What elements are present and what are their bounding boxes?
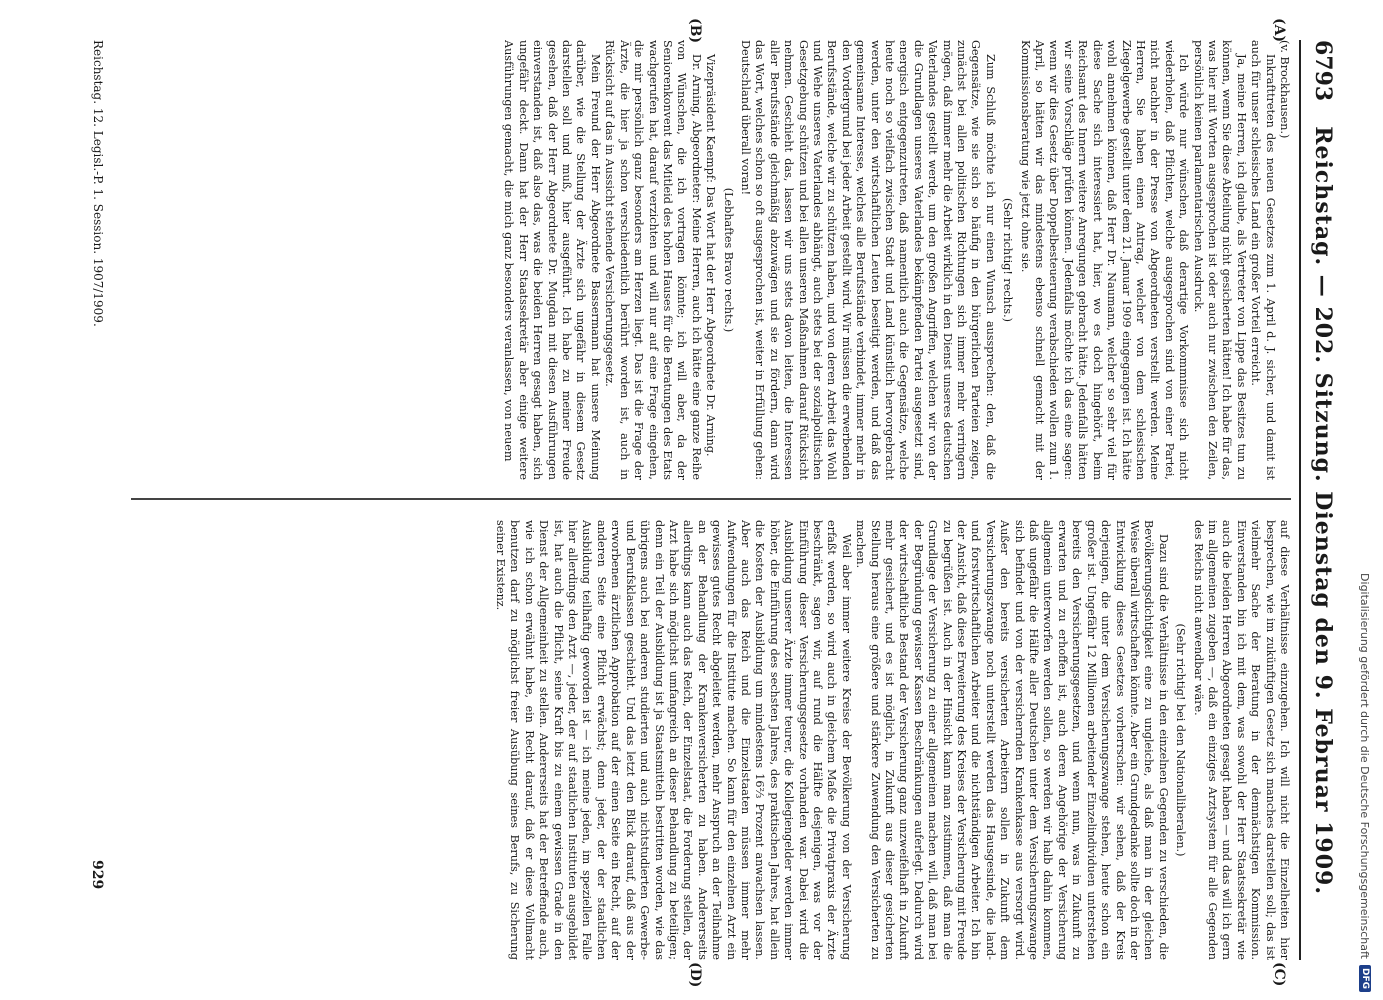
margin-marker-c: (C) [1271, 962, 1287, 987]
footer-citation: Reichstag. 12. Legisl.-P. 1. Session. 1907/1909. [91, 40, 105, 327]
column-divider [131, 498, 1291, 500]
margin-marker-b: (B) [687, 18, 703, 44]
paragraph: Ich würde nur wünschen, daß derartige Vorkommnisse sich nicht wiederholen, daß Pflichten, welche ausgesprochen sind von einer Partei, nicht nachher in der Presse von Abgeordneten verstellt werden. Meine Herren, Sie haben einen Antrag, welcher von dem schlesischen Ziegelgewerbe gestellt unter dem 21. Januar 1909 eingegangen ist. Ich hätte wohl annehmen können, daß Herr Dr. Naumann, welcher so sehr viel für diese Sache sich interessiert hat, hier, wo es doch hingehört, beim Reichsamt des Innern weitere Anregungen gebracht hätte. Jedenfalls hätten wir seine Vorschläge prüfen können. Jedenfalls möchte ich das eine sagen: wenn wir dies Gesetz über Doppelbesteuerung verabschieden wollen zum 1. April, so hätten wir das mindestens ebenso schnell gemacht mit der Kommissionsberatung wie jetzt ohne sie. [1018, 40, 1191, 480]
paragraph: Dr. Arning, Abgeordneter: Meine Herren, auch ich hätte eine ganze Reihe von Wünschen, die ich vortragen könnte; ich will aber, da der Seniorenkonvent das Mitleid des hohen Hauses für die Beratungen des Etats wachgerufen hat, darauf verzichten und will nur auf eine Frage eingehen, die mir persönlich ganz besonders am Herzen liegt. Das ist die Frage der Ärzte, die hier ja schon verschiedentlich berührt worden ist, auch in Rücksicht auf das in Aussicht stehende Versicherungsgesetz. [603, 40, 703, 480]
paragraph: (Lebhaftes Bravo rechts.) [721, 187, 735, 333]
paragraph: Weil aber immer weitere Kreise der Bevölkerung von der Versicherung erfaßt werden, so wird auch in gleichem Maße die Privatpraxis der Ärzte beschränkt, sagen wir, auf rund die Hälfte desjenigen, was vor der Einführung dieser Versicherungsgesetze vorhanden war. Dabei wird die Ausbildung unserer Ärzte immer teurer, die Kollegiengelder werden immer höher, die Einführung des sechsten Jahres, des praktischen Jahres, hat allein die Kosten der Ausbildung um mindestens 16⅔ Prozent anwachsen lassen. Aber auch das Reich und die Einzelstaaten müssen immer mehr Aufwendungen für die Institute machen. So kann für den einzelnen Arzt ein gewisses gutes Recht abgeleitet werden, mehr Anspruch an der Teilnahme an der Behandlung der Krankenversicherten zu haben. Andererseits allerdings kann auch das Reich, der Einzelstaat, die Forderung stellen, der Arzt habe sich möglichst umfangreich an dieser Behandlung zu beteiligen; denn ein Teil der Ausbildung ist ja Staatsmitteln bestritten worden, wie das übrigens auch bei anderen studierten und auch nichtstudierten Gewerbe- und Berufsklassen geschieht. Und das letzt den Blick darauf, daß aus der erworbenen ärztlichen Approbation auf der einen Seite ein Recht, auf der anderen Seite eine Pflicht erwächst; denn jeder, der der staatlichen Ausbildung teilhaftig geworden ist — ich meine jeden, im speziellen Falle hier allerdings den Arzt —, jeder, der auf staatlichen Instituten ausgebildet ist, hat auch die Pflicht, seine Kraft bis zu einem gewissen Grade in den Dienst der Allgemeinheit zu stellen. Andererseits hat der Betreffende auch, wie ich schon erwähnt habe, ein Recht darauf, daß er diese Vollmacht benutzen darf zu möglichst freier Ausübung seines Berufs, zu Sicherung seiner Existenz. [494, 520, 853, 960]
paragraph: auf diese Verhältnisse einzugehen. Ich will nicht die Einzelheiten hier besprechen, wie im zukünftigen Gesetz sich manches darstellen soll; das ist vielmehr Sache der Beratung in der demnächstigen Kommission. Einverstanden bin ich mit dem, was sowohl der Herr Staatssekretär wie auch die beiden Herren Abgeordneten gesagt haben — und das will ich gern im allgemeinen zugeben —, daß ein einziges Arztsystem für alle Gegenden des Reichs nicht anwendbar wäre. [1191, 520, 1291, 960]
paragraph: Inkrafttreten des neuen Gesetzes zum 1. April d. J. sicher, und damit ist auch für unser schlesisches Land ein großer Vorteil erreicht. [1249, 40, 1277, 480]
page-title: Reichstag. — 202. Sitzung. Dienstag den 9. Februar 1909. [1310, 126, 1336, 895]
watermark-text: Digitalisierung gefördert durch die Deutsche Forschungsgemeinschaft [1358, 573, 1372, 959]
text-column-left [111, 40, 1291, 480]
dfg-logo-icon: DFG [1359, 965, 1371, 992]
paragraph: (Sehr richtig! bei den Nationalliberalen.) [1174, 623, 1188, 857]
page-header [1303, 40, 1343, 960]
digitization-watermark [1350, 0, 1380, 1000]
paragraph: Mein Freund der Herr Abgeordnete Bassermann hat unsere Meinung darüber, wie die Stellung der Ärzte sich ungefähr in diesem Gesetz darstellen soll und muß, hier ausgeführt. Ich habe zu meiner Freude gesehen, daß der Herr Abgeordnete Dr. Mugdan mit diesen Ausführungen einverstanden ist, daß also das, was die beiden Herren gesagt haben, sich ungefähr deckt. Dann hat der Herr Staatssekretär aber einige weitere Ausführungen gemacht, die mich ganz besonders veranlassen, von neuem [502, 40, 602, 480]
paragraph: Vizepräsident Kaempf: Das Wort hat der Herr Abgeordnete Dr. Arning. [704, 54, 718, 457]
paragraph: Dazu sind die Verhältnisse in den einzelnen Gegenden zu verschieden, die Bevölkerungsdichtigkeit eine zu ungleiche, als daß man in der gleichen Weise überall wirtschaften könnte. Aber ein Grundgedanke sollte doch in der Entwicklung dieses Gesetzes vorherrschen: wir sehen, daß der Kreis derjenigen, die unter dem Versicherungszwange stehen, heute schon ein großer ist. Ungefähr 12 Millionen arbeitender Einzelindividuen unterstehen bereits den Versicherungsgesetzen, und wenn nun, was in Zukunft zu erwarten und zu erhoffen ist, auch deren Angehörige der Versicherung allgemein unterworfen werden sollen, so werden wir halb dahin kommen, daß ungefähr die Hälfte aller Deutschen unter dem Versicherungszwange sich befindet und von der versichernden Krankenkasse aus versorgt wird. Außer den bereits versicherten Arbeitern sollen in Zukunft dem Versicherungszwange noch unterstellt werden das Hausgesinde, die land- und forstwirtschaftlichen Arbeiter und die nichtständigen Arbeiter. Ich bin der Ansicht, daß diese Erweiterung des Kreises der Versicherung mit Freude zu begrüßen ist. Auch in der Hinsicht kann man zustimmen, daß man die Grundlage der Versicherung zu einer allgemeinen machen will, daß man bei der Begründung gewisser Kassen Beschränkungen auferlegt. Dadurch wird der wirtschaftliche Bestand der Versicherung ganz unzweifelhaft in Zukunft mehr gesichert, und es ist möglich, in Zukunft aus dieser gesicherten Stellung heraus eine größere und stärkere Zuwendung den Versicherten zu machen. [854, 520, 1170, 960]
paragraph: Zum Schluß möchte ich nur einen Wunsch aussprechen: den, daß die Gegensätze, wie sie sich so häufig in den bürgerlichen Parteien zeigen, zunächst bei allen politischen Richtungen sich immer mehr verringern mögen, daß immer mehr die Arbeit wirklich in den Dienst unseres deutschen Vaterlandes gestellt werde, um den großen Angriffen, welchen wir von der die Grundlagen unseres Vaterlandes bekämpfenden Partei ausgesetzt sind, energisch entgegenzutreten, daß namentlich auch die Gegensätze, welche heute noch so vielfach zwischen Stadt und Land künstlich hervorgebracht werden, unter den wirtschaftlichen Leuten beseitigt werden, und daß das gemeinsame Interesse, welches alle Berufsstände verbindet, immer mehr in den Vordergrund bei jeder Arbeit gestellt wird. Wir müssen die erwerbenden Berufsstände, welche wir zu schützen haben, und von deren Arbeit das Wohl und Wehe unseres Vaterlandes abhängt, auch stets bei der sozialpolitischen Gesetzgebung schützen und bei allen unseren Maßnahmen darauf Rücksicht nehmen. Geschieht das, lassen wir uns stets davon leiten, die Interessen aller Berufsstände gleichmäßig abzuwägen und sie zu fördern, dann wird das Wort, welches schon so oft ausgesprochen ist, weiter in Erfüllung gehen: Deutschland überall voran! [738, 40, 997, 480]
margin-marker-a: (A) [1271, 18, 1287, 43]
page-number: 6793 [1310, 40, 1336, 102]
margin-marker-d: (D) [687, 962, 703, 988]
footer-page-number: 929 [89, 860, 105, 890]
header-rule [1299, 40, 1301, 960]
paragraph: (Sehr richtig! rechts.) [1001, 197, 1015, 323]
paragraph: Ja, meine Herren, ich glaube, als Vertreter von Lippe das Besitzes tun zu können, wenn Sie diese Abteilung nicht gesicherten hätten! Ich habe für das, was hier mit Worten ausgesprochen ist oder auch nur zwischen den Zeilen, persönlich keinen parlamentarischen Ausdruck. [1191, 40, 1248, 480]
paragraph: (v. Brockhausen.) [1278, 40, 1291, 139]
text-column-right [111, 520, 1291, 960]
